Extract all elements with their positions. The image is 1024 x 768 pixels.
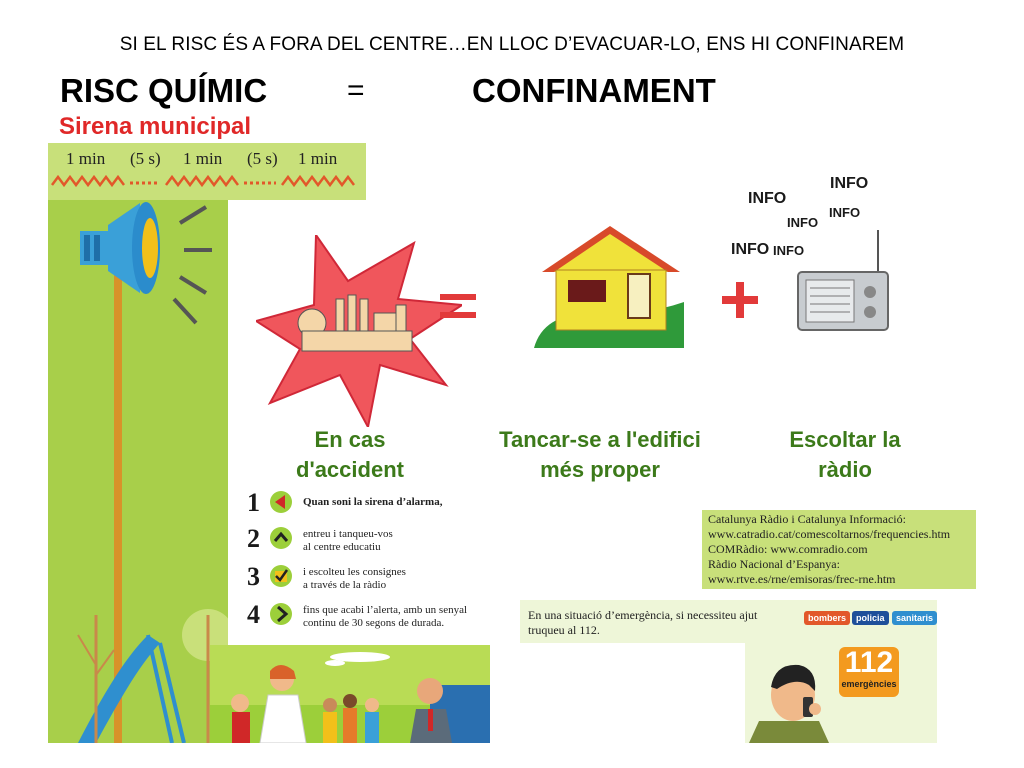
step-text-line1: fins que acabi l’alerta, amb un senyal xyxy=(303,604,468,616)
caption-accident-line1: En cas xyxy=(314,427,386,452)
emergency-illustration xyxy=(745,643,937,743)
caption-radio-line2: ràdio xyxy=(818,457,872,482)
siren-strip xyxy=(48,143,366,200)
step-text xyxy=(303,528,393,554)
step-number: 3 xyxy=(247,562,260,591)
radio-link-comradio[interactable]: COMRàdio: www.comradio.com xyxy=(708,542,868,556)
step-number: 1 xyxy=(247,488,260,517)
step-number: 4 xyxy=(247,600,260,629)
step-check-icon xyxy=(269,564,293,588)
strip-label-2: (5 s) xyxy=(130,149,161,168)
step-text-line2: al centre educatiu xyxy=(303,541,381,553)
equals-sign-icon xyxy=(438,292,478,322)
top-line: SI EL RISC ÉS A FORA DEL CENTRE…EN LLOC D’EVACUAR-LO, ENS HI CONFINAREM xyxy=(119,34,905,55)
badge-112-number: 112 xyxy=(844,646,894,679)
strip-label-5: 1 min xyxy=(298,149,338,168)
siren-pole-icon xyxy=(48,195,228,743)
emergency-box xyxy=(520,600,937,643)
step-text xyxy=(303,566,406,592)
radio-line-1: Catalunya Ràdio i Catalunya Informació: xyxy=(708,512,906,526)
caption-close-building xyxy=(490,425,710,485)
caption-accident-line2: d'accident xyxy=(296,457,404,482)
caption-accident xyxy=(270,425,430,485)
step-text-line1: entreu i tanqueu-vos xyxy=(303,528,393,540)
siren-wave-icon xyxy=(48,143,366,200)
step-text xyxy=(303,604,467,630)
radio-link-catradio[interactable]: www.catradio.cat/comescoltarnos/frequencies.htm xyxy=(708,527,951,541)
info-label-1: INFO xyxy=(748,190,787,207)
subtitle-sirena: Sirena municipal xyxy=(59,113,252,140)
strip-label-4: (5 s) xyxy=(247,149,278,168)
info-label-5: INFO xyxy=(731,241,770,258)
step-text-line1: i escolteu les consignes xyxy=(303,566,406,578)
plus-sign-icon xyxy=(722,282,758,318)
strip-label-3: 1 min xyxy=(183,149,223,168)
step-number: 2 xyxy=(247,524,260,553)
info-label-2: INFO xyxy=(830,175,869,192)
step-arrow-up-icon xyxy=(269,526,293,550)
title-risc-quimic: RISC QUÍMIC xyxy=(60,72,268,109)
house-icon xyxy=(534,222,684,348)
emergency-line-1: En una situació d’emergència, si necessiteu ajut xyxy=(528,608,758,622)
caption-radio xyxy=(770,425,920,485)
caption-radio-line1: Escoltar la xyxy=(789,427,901,452)
tag-sanitaris: sanitaris xyxy=(892,611,937,625)
badge-112 xyxy=(839,647,899,697)
radio-icon xyxy=(796,228,890,334)
step-text-line2: continu de 30 segons de durada. xyxy=(303,617,445,629)
steps-list xyxy=(247,488,477,628)
info-label-4: INFO xyxy=(829,205,861,220)
step-arrow-left-icon xyxy=(269,490,293,514)
step-text: Quan soni la sirena d’alarma, xyxy=(303,496,443,508)
man-phone-icon xyxy=(745,651,835,743)
tag-bombers: bombers xyxy=(804,611,850,625)
title-equals: = xyxy=(347,74,365,107)
strip-label-1: 1 min xyxy=(66,149,106,168)
badge-112-sub: emergències xyxy=(841,679,897,689)
tag-policia: policia xyxy=(852,611,889,625)
radio-stations-box xyxy=(702,510,976,589)
info-label-6: INFO xyxy=(773,243,805,258)
caption-close-line2: més proper xyxy=(540,457,660,482)
info-label-3: INFO xyxy=(787,215,819,230)
step-text-line2: a través de la ràdio xyxy=(303,579,387,591)
radio-link-rtve[interactable]: www.rtve.es/rne/emisoras/frec-rne.htm xyxy=(708,572,896,586)
accident-explosion-icon xyxy=(256,235,462,427)
title-confinament: CONFINAMENT xyxy=(472,72,716,109)
caption-close-line1: Tancar-se a l'edifici xyxy=(499,427,701,452)
radio-line-4: Ràdio Nacional d’Espanya: xyxy=(708,557,840,571)
emergency-line-2: truqueu al 112. xyxy=(528,623,600,637)
people-scene xyxy=(210,645,490,743)
step-arrow-right-icon xyxy=(269,602,293,626)
people-illustration-icon xyxy=(210,645,490,743)
